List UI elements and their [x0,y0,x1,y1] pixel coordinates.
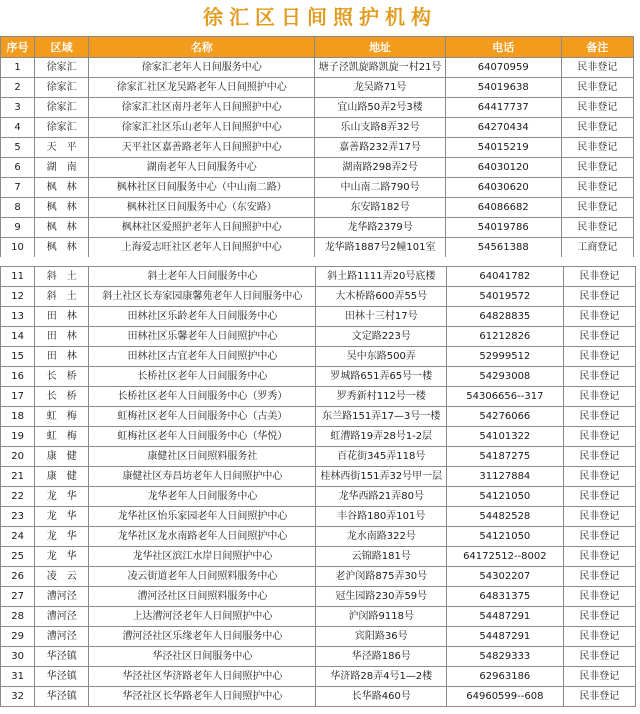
cell-serial: 24 [1,527,35,547]
cell-note: 民非登记 [563,427,635,447]
cell-phone: 64030620 [445,178,561,198]
cell-name: 上达漕河泾老年人日间照护中心 [89,607,316,627]
cell-address: 罗秀新村112号一楼 [316,387,447,407]
cell-address: 桂林西街151弄32号甲一层 [316,467,447,487]
cell-phone: 52999512 [447,347,564,367]
cell-address: 乐山支路8弄32号 [315,118,445,138]
cell-name: 枫林社区日间服务中心（中山南二路） [89,178,315,198]
cell-phone: 54487291 [447,607,564,627]
cell-name: 虹梅社区老年人日间服务中心（华悦） [89,427,316,447]
cell-phone: 54302207 [447,567,564,587]
cell-serial: 1 [1,58,35,78]
cell-district: 漕河泾 [35,587,89,607]
cell-name: 康健社区日间照料服务社 [89,447,316,467]
cell-note: 民非登记 [563,627,635,647]
cell-address: 龙水南路322号 [316,527,447,547]
cell-address: 百花街345弄118号 [316,447,447,467]
cell-note: 民非登记 [563,527,635,547]
cell-phone: 54482528 [447,507,564,527]
cell-district: 天 平 [35,138,89,158]
cell-phone: 54561388 [445,238,561,258]
table-row [1,647,636,667]
cell-address: 虹漕路19弄28号1-2层 [316,427,447,447]
cell-serial: 27 [1,587,35,607]
cell-phone: 64041782 [447,267,564,287]
cell-district: 虹 梅 [35,407,89,427]
table-row [1,387,636,407]
cell-district: 凌 云 [35,567,89,587]
table-row [1,267,636,287]
cell-name: 长桥社区老年人日间服务中心 [89,367,316,387]
cell-serial: 19 [1,427,35,447]
cell-district: 华泾镇 [35,687,89,707]
cell-note: 民非登记 [561,58,633,78]
table-row [1,567,636,587]
table-row [1,347,636,367]
cell-phone: 54019638 [445,78,561,98]
table-row [1,467,636,487]
header-phone: 电话 [445,37,561,58]
cell-phone: 54276066 [447,407,564,427]
table-row [1,487,636,507]
cell-district: 康 健 [35,467,89,487]
cell-address: 嘉善路232弄17号 [315,138,445,158]
cell-name: 枫林社区爱照护老年人日间照护中心 [89,218,315,238]
cell-district: 田 林 [35,307,89,327]
cell-district: 龙 华 [35,547,89,567]
table-row [1,507,636,527]
cell-note: 民非登记 [563,407,635,427]
cell-district: 枫 林 [35,198,89,218]
cell-district: 长 桥 [35,387,89,407]
header-address: 地址 [315,37,445,58]
cell-district: 田 林 [35,347,89,367]
cell-name: 上海爱志旺社区老年人日间照护中心 [89,238,315,258]
cell-phone: 54293008 [447,367,564,387]
cell-serial: 9 [1,218,35,238]
cell-name: 徐家汇社区龙吴路老年人日间照护中心 [89,78,315,98]
cell-district: 斜 土 [35,267,89,287]
cell-name: 凌云街道老年人日间照料服务中心 [89,567,316,587]
cell-serial: 3 [1,98,35,118]
cell-serial: 20 [1,447,35,467]
cell-address: 冠生园路230弄59号 [316,587,447,607]
cell-serial: 23 [1,507,35,527]
table-row [1,407,636,427]
table-gap [0,257,640,266]
cell-district: 龙 华 [35,527,89,547]
cell-serial: 16 [1,367,35,387]
cell-address: 宜山路50弄2号3楼 [315,98,445,118]
cell-name: 漕河泾社区乐缘老年人日间服务中心 [89,627,316,647]
cell-note: 民非登记 [563,387,635,407]
cell-note: 民非登记 [563,567,635,587]
cell-phone: 64960599--608 [447,687,564,707]
cell-name: 龙华社区滨江水岸日间照护中心 [89,547,316,567]
cell-address: 云锦路181号 [316,547,447,567]
header-district: 区域 [35,37,89,58]
table-row [1,627,636,647]
cell-serial: 8 [1,198,35,218]
cell-serial: 29 [1,627,35,647]
cell-phone: 64270434 [445,118,561,138]
cell-serial: 6 [1,158,35,178]
cell-district: 田 林 [35,327,89,347]
cell-district: 虹 梅 [35,427,89,447]
cell-note: 民非登记 [563,487,635,507]
cell-note: 民非登记 [561,118,633,138]
care-institutions-table-continued [0,266,636,707]
table-row [1,687,636,707]
cell-note: 民非登记 [563,267,635,287]
cell-note: 民非登记 [563,467,635,487]
cell-name: 龙华老年人日间服务中心 [89,487,316,507]
table-row [1,118,634,138]
table-row [1,78,634,98]
cell-phone: 64831375 [447,587,564,607]
cell-phone: 54829333 [447,647,564,667]
cell-note: 民非登记 [561,98,633,118]
cell-address: 东兰路151弄17—3号一楼 [316,407,447,427]
cell-phone: 64030120 [445,158,561,178]
cell-serial: 26 [1,567,35,587]
cell-address: 华济路28弄4号1—2楼 [316,667,447,687]
cell-phone: 64086682 [445,198,561,218]
cell-note: 民非登记 [561,198,633,218]
cell-note: 工商登记 [561,238,633,258]
cell-name: 田林社区乐馨老年人日间照护中心 [89,327,316,347]
cell-name: 华泾社区长华路老年人日间照护中心 [89,687,316,707]
cell-district: 华泾镇 [35,667,89,687]
care-institutions-table [0,36,634,258]
cell-phone: 64417737 [445,98,561,118]
table-row [1,287,636,307]
cell-note: 民非登记 [563,327,635,347]
cell-note: 民非登记 [563,287,635,307]
cell-phone: 54015219 [445,138,561,158]
page-title: 徐汇区日间照护机构 [203,5,437,29]
cell-note: 民非登记 [561,158,633,178]
cell-district: 康 健 [35,447,89,467]
cell-phone: 54101322 [447,427,564,447]
cell-phone: 54306656--317 [447,387,564,407]
cell-note: 民非登记 [563,447,635,467]
cell-district: 华泾镇 [35,647,89,667]
cell-serial: 18 [1,407,35,427]
cell-address: 东安路182号 [315,198,445,218]
header-name: 名称 [89,37,315,58]
cell-district: 龙 华 [35,487,89,507]
cell-name: 斜土老年人日间服务中心 [89,267,316,287]
cell-serial: 25 [1,547,35,567]
cell-address: 华泾路186号 [316,647,447,667]
cell-address: 吴中东路500弄 [316,347,447,367]
cell-serial: 11 [1,267,35,287]
cell-phone: 31127884 [447,467,564,487]
cell-address: 田林十三村17号 [316,307,447,327]
cell-phone: 54121050 [447,487,564,507]
table-row [1,367,636,387]
cell-name: 漕河泾社区日间照料服务中心 [89,587,316,607]
table-row [1,198,634,218]
cell-phone: 64172512--8002 [447,547,564,567]
cell-serial: 21 [1,467,35,487]
cell-serial: 12 [1,287,35,307]
cell-phone: 54487291 [447,627,564,647]
cell-address: 文定路223号 [316,327,447,347]
cell-serial: 14 [1,327,35,347]
cell-name: 康健社区寿昌坊老年人日间照护中心 [89,467,316,487]
cell-phone: 54187275 [447,447,564,467]
cell-phone: 62963186 [447,667,564,687]
cell-note: 民非登记 [563,347,635,367]
cell-name: 田林社区古宜老年人日间照护中心 [89,347,316,367]
cell-district: 枫 林 [35,178,89,198]
cell-district: 漕河泾 [35,627,89,647]
table-row [1,178,634,198]
cell-note: 民非登记 [561,138,633,158]
table-row [1,58,634,78]
table-row [1,218,634,238]
cell-phone: 54121050 [447,527,564,547]
cell-phone: 64828835 [447,307,564,327]
cell-note: 民非登记 [563,587,635,607]
table-row [1,158,634,178]
cell-serial: 31 [1,667,35,687]
table-row [1,667,636,687]
cell-district: 徐家汇 [35,98,89,118]
cell-district: 湖 南 [35,158,89,178]
table-header-row [1,37,634,58]
cell-serial: 2 [1,78,35,98]
cell-phone: 64070959 [445,58,561,78]
cell-district: 徐家汇 [35,58,89,78]
cell-district: 枫 林 [35,238,89,258]
cell-note: 民非登记 [563,647,635,667]
cell-address: 沪闵路9118号 [316,607,447,627]
cell-serial: 22 [1,487,35,507]
cell-name: 天平社区嘉善路老年人日间照护中心 [89,138,315,158]
cell-note: 民非登记 [563,307,635,327]
cell-district: 长 桥 [35,367,89,387]
cell-serial: 5 [1,138,35,158]
cell-phone: 54019786 [445,218,561,238]
cell-name: 龙华社区龙水南路老年人日间照护中心 [89,527,316,547]
cell-serial: 4 [1,118,35,138]
header-note: 备注 [561,37,633,58]
cell-name: 徐家汇老年人日间服务中心 [89,58,315,78]
cell-serial: 32 [1,687,35,707]
table-row [1,587,636,607]
cell-note: 民非登记 [563,507,635,527]
cell-name: 长桥社区老年人日间服务中心（罗秀） [89,387,316,407]
table-row [1,607,636,627]
cell-address: 丰谷路180弄101号 [316,507,447,527]
cell-serial: 28 [1,607,35,627]
cell-note: 民非登记 [563,667,635,687]
cell-name: 徐家汇社区南丹老年人日间照护中心 [89,98,315,118]
cell-district: 漕河泾 [35,607,89,627]
cell-note: 民非登记 [563,687,635,707]
cell-district: 徐家汇 [35,118,89,138]
cell-district: 枫 林 [35,218,89,238]
cell-address: 斜土路1111弄20号底楼 [316,267,447,287]
table-row [1,307,636,327]
cell-address: 大木桥路600弄55号 [316,287,447,307]
cell-name: 虹梅社区老年人日间服务中心（古美） [89,407,316,427]
cell-phone: 61212826 [447,327,564,347]
cell-address: 龙华西路21弄80号 [316,487,447,507]
cell-phone: 54019572 [447,287,564,307]
cell-name: 华泾社区华济路老年人日间照护中心 [89,667,316,687]
table-row [1,238,634,258]
table-row [1,327,636,347]
cell-name: 枫林社区日间服务中心（东安路） [89,198,315,218]
cell-serial: 17 [1,387,35,407]
cell-address: 长华路460号 [316,687,447,707]
cell-name: 徐家汇社区乐山老年人日间照护中心 [89,118,315,138]
cell-serial: 30 [1,647,35,667]
cell-note: 民非登记 [563,607,635,627]
cell-note: 民非登记 [561,178,633,198]
cell-note: 民非登记 [563,547,635,567]
table-row [1,138,634,158]
table-row [1,447,636,467]
table-row [1,427,636,447]
cell-address: 老沪闵路875弄30号 [316,567,447,587]
cell-name: 田林社区乐龄老年人日间服务中心 [89,307,316,327]
cell-address: 塘子泾凯旋路凯旋一村21号 [315,58,445,78]
cell-district: 龙 华 [35,507,89,527]
cell-address: 罗城路651弄65号一楼 [316,367,447,387]
cell-address: 中山南二路790号 [315,178,445,198]
table-row [1,98,634,118]
cell-name: 龙华社区怡乐家园老年人日间照护中心 [89,507,316,527]
cell-address: 龙吴路71号 [315,78,445,98]
cell-address: 龙华路2379号 [315,218,445,238]
cell-serial: 15 [1,347,35,367]
cell-address: 宾阳路36号 [316,627,447,647]
cell-name: 斜土社区长寿家园康馨苑老年人日间服务中心 [89,287,316,307]
cell-serial: 13 [1,307,35,327]
table-row [1,527,636,547]
cell-serial: 7 [1,178,35,198]
cell-serial: 10 [1,238,35,258]
cell-name: 华泾社区日间服务中心 [89,647,316,667]
cell-district: 徐家汇 [35,78,89,98]
cell-name: 湖南老年人日间服务中心 [89,158,315,178]
cell-note: 民非登记 [561,78,633,98]
cell-address: 湖南路298弄2号 [315,158,445,178]
table-row [1,547,636,567]
cell-note: 民非登记 [561,218,633,238]
cell-note: 民非登记 [563,367,635,387]
cell-address: 龙华路1887号2幢101室 [315,238,445,258]
cell-district: 斜 土 [35,287,89,307]
header-serial: 序号 [1,37,35,58]
